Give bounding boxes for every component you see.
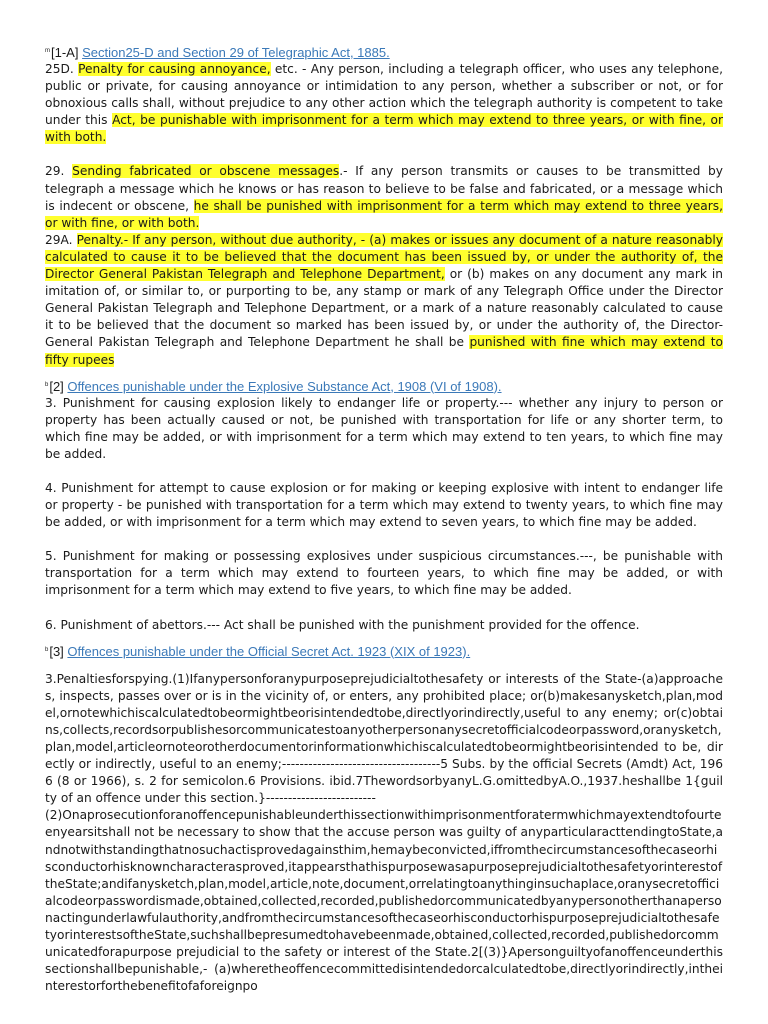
paragraph-25d <box>45 61 723 146</box>
section-prefix: [3] <box>49 643 68 659</box>
paragraph-4: 4. Punishment for attempt to cause explosion or for making or keeping explosive with intent to endanger life or property - be punished with transportation for a term which may extend to twenty years, to which fine may be added, or with imprisonment for a term which may extend to seven years, to which fine may be added. <box>45 480 723 530</box>
paragraph-text: etc. - Any person, including a telegraph officer, who uses any telephone, public or private, for causing annoyance or intimidation to any person, whether a subscriber or not, or for obnoxious calls shall, without prejudice to any other action which the telegraph authority is competent to take under this <box>45 62 723 128</box>
paragraph-text: or (b) makes on any document any mark in imitation of, or similar to, or purporting to be, any stamp or mark of any Telegraph Office under the Director General Pakistan Telegraph and Telephone Department, or a mark of a nature reasonably calculated to cause it to be believed that the document so marked has been issued by, or under the authority of, the Director-General Pakistan Telegraph and Telephone Department he shall be <box>45 267 723 350</box>
highlight: Penalty.- If any person, without due authority, - (a) makes or issues any document of a nature reasonably calculated to cause it to be believed that the document has been issued by, or under the authority of, the Director General Pakistan Telegraph and Telephone Department, <box>45 232 723 282</box>
paragraph-spying-2: (2)Onaprosecutionforanoffencepunishableunderthissectionwithimprisonmentforatermwhichmayextendtofourteenyearsitshall not be necessary to show that the accuse person was guilty of anyparticularacttendingtoState,andnotwithstandingthatnosuchactisprovedagainsthim,hemaybeconvicted,iffromthecircumstancesofthecaseorhisconductorhisknowncharacterasproved,itappearsthathispurposewasapurposeprejudicialtothesafetyorinterestoftheState;andifanysketch,plan,model,article,note,document,orrelatingtoanythinginsuchaplace,oranysecretofficialcodeorpasswordismade,obtained,collected,recorded,publishedorcommunicatedbyanypersonotherthanapersonactingunderlawfulauthority,andfromthecircumstancesofthecaseorhisconductorhispurposeprejudicialtothesafetyorinterestsoftheState,suchshallbepresumedtohavebeenmade,obtained,collected,recorded,publishedorcommunicatedforapurpose prejudicial to the safety or interest of the State.2[(3)}Apersonguiltyofanoffenceunderthissectionshallbepunishable,- (a)wheretheoffencecommittedisintendedorcalculatedtobe,directlyorindirectly,intheinterestorforthebenefitofaforeignpo <box>45 808 723 994</box>
document-page <box>45 44 723 995</box>
paragraph-29 <box>45 163 723 231</box>
section-heading-1 <box>45 44 723 61</box>
highlight: Sending fabricated or obscene messages <box>72 164 340 179</box>
paragraph-number: 29A. <box>45 232 77 247</box>
section-heading-3 <box>45 643 723 660</box>
section-prefix: [2] <box>49 378 68 394</box>
paragraph-spying-1: 3.Penaltiesforspying.(1)Ifanypersonforanypurposeprejudicialtothesafety or interests of the State-(a)approaches, inspects, passes over or is in the vicinity of, or enters, any prohibited place; or(b)makesanysketch,plan,model,ornotewhichiscalculatedtobeormightbeorisintendedtobe,directlyorindirectly,useful to any enemy; or(c)obtains,collects,recordsorpublishesorcommunicatestoanyotherpersonanysecretofficialcodeorpassword,oranysketch,plan,model,articleornoteorotherdocumentorinformationwhichiscalculatedtobeormightbeorisintended to be, directly or indirectly, useful to an enemy;------------------------------------5 Subs. by the official Secrets (Amdt) Act, 1966 (8 or 1966), s. 2 for semicolon.6 Provisions. ibid.7ThewordsorbyanyL.G.omittedbyA.O.,1937.heshallbe 1{guilty of an offence under this section.}------------------------- <box>45 671 723 806</box>
highlight: punished with fine which may extend to fifty rupees <box>45 335 723 367</box>
section-heading-2 <box>45 378 723 395</box>
highlight: he shall be punished with imprisonment for a term which may extend to three years, or with fine, or with both. <box>45 198 723 230</box>
footnote-marker: b <box>45 646 49 653</box>
telegraphic-act-link[interactable]: Section25-D and Section 29 of Telegraphic Act, 1885. <box>82 45 390 60</box>
paragraph-number: 29. <box>45 164 73 179</box>
paragraph-text: .- If any person transmits or causes to be transmitted by telegraph a message which he knows or has reason to believe to be false and fabricated, or a message which is indecent or obscene, <box>45 164 723 213</box>
section-prefix: [1-A] <box>51 45 83 60</box>
footnote-marker: b <box>45 381 49 388</box>
paragraph-number: 25D. <box>45 62 79 76</box>
footnote-marker: m <box>45 48 50 54</box>
official-secret-act-link[interactable]: Offences punishable under the Official Secret Act. 1923 (XIX of 1923). <box>67 643 471 659</box>
explosive-act-link[interactable]: Offences punishable under the Explosive Substance Act, 1908 (VI of 1908). <box>67 378 502 394</box>
paragraph-6: 6. Punishment of abettors.--- Act shall be punished with the punishment provided for the offence. <box>45 617 640 632</box>
paragraph-3: 3. Punishment for causing explosion likely to endanger life or property.--- whether any injury to person or property has been actually caused or not, be punished with transportation for life or any shorter term, to which fine may be added, or with imprisonment for a term which may extend to ten years, to which fine may be added. <box>45 395 723 461</box>
paragraph-5: 5. Punishment for making or possessing explosives under suspicious circumstances.---, be punishable with transportation for a term which may extend to fourteen years, to which fine may be added, or with imprisonment for a term which may extend to five years, to which fine may be added. <box>45 549 723 598</box>
highlight: Penalty for causing annoyance, <box>78 62 271 76</box>
paragraph-29a <box>45 232 723 369</box>
highlight: Act, be punishable with imprisonment for a term which may extend to three years, or with fine, or with both. <box>45 113 724 145</box>
